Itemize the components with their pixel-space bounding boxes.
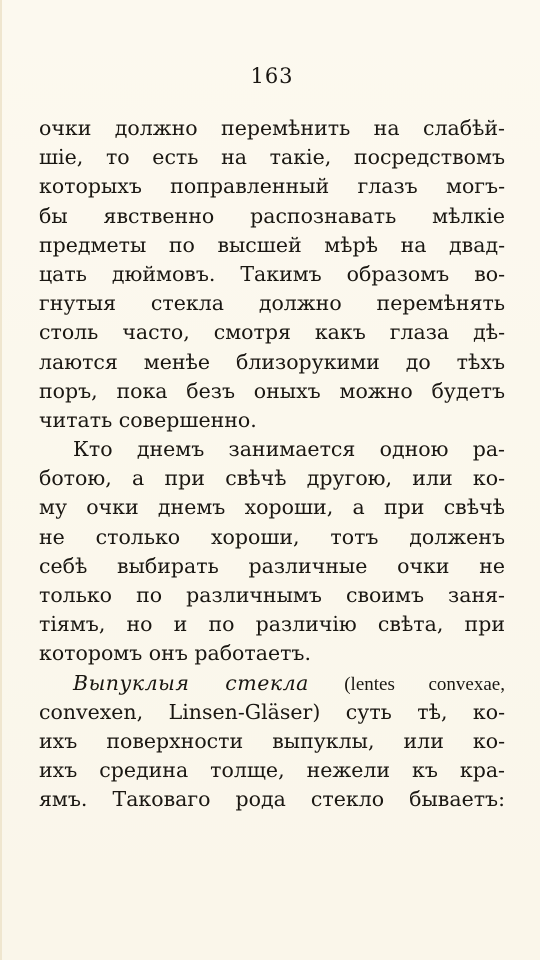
paragraph-3 [39, 669, 505, 815]
text-line: гнутыя стекла должно перемѣнять [39, 291, 505, 316]
text-line: бы явственно распознавать мѣлкіе [39, 203, 505, 228]
text-line: столь часто, смотря какъ глаза дѣ- [39, 320, 505, 345]
text-line: которыхъ поправленный глазъ могъ- [39, 174, 505, 199]
text-line: ботою, а при свѣчѣ другою, или ко- [39, 466, 505, 491]
text-line: предметы по высшей мѣрѣ на двад- [39, 232, 505, 257]
text-line: себѣ выбирать различные очки не [39, 553, 505, 578]
text-line: которомъ онъ работаетъ. [39, 641, 311, 666]
latin-term: (lentes convexae, [344, 673, 505, 695]
page-number: 163 [250, 64, 294, 88]
text-line: шіе, то есть на такіе, посредствомъ [39, 145, 505, 170]
paragraph-2 [39, 435, 505, 669]
text-line: не столько хороши, тотъ долженъ [39, 524, 505, 549]
text-line: лаются менѣе близорукими до тѣхъ [39, 349, 505, 374]
text-line: му очки днемъ хороши, а при свѣчѣ [39, 495, 505, 520]
text-line: ихъ средина толще, нежели къ кра- [39, 758, 505, 783]
text-line: тіямъ, но и по различію свѣта, при [39, 612, 505, 637]
text-line: Кто днемъ занимается одною ра- [73, 437, 505, 462]
text-line: очки должно перемѣнить на слабѣй- [39, 116, 505, 140]
text-line: поръ, пока безъ оныхъ можно будетъ [39, 378, 505, 403]
text-line: ихъ поверхности выпуклы, или ко- [39, 728, 505, 753]
body-text [39, 114, 505, 815]
text-line: только по различнымъ своимъ заня- [39, 583, 505, 607]
text-line: читать совершенно. [39, 407, 257, 432]
text-line-first [39, 669, 505, 698]
text-line: convexen, Linsen-Gläser) суть тѣ, ко- [39, 699, 505, 724]
italic-term: Выпуклыя стекла [73, 670, 309, 695]
paragraph-1 [39, 114, 505, 435]
text-line: цать дюймовъ. Такимъ образомъ во- [39, 261, 505, 286]
text-line: ямъ. Таковаго рода стекло бываетъ: [39, 787, 505, 812]
